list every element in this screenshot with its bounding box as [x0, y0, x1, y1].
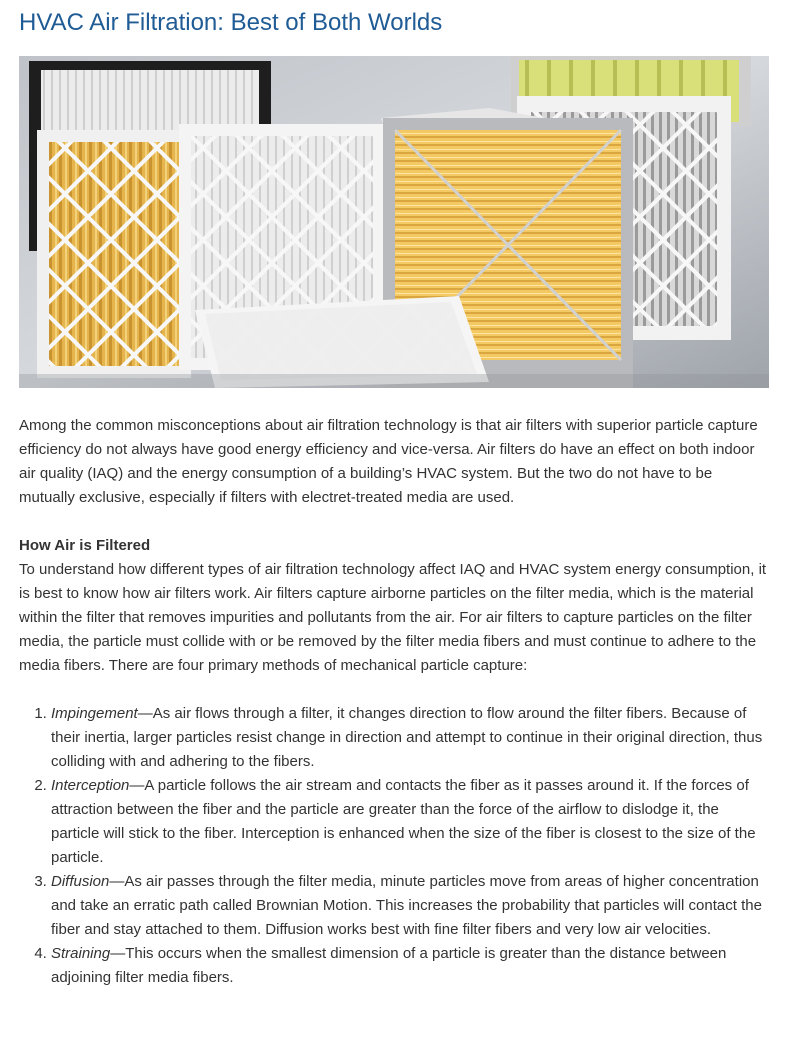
section-heading: How Air is Filtered [19, 537, 151, 554]
intro-paragraph: Among the common misconceptions about air filtration technology is that air filters with superior particle capture efficiency do not always have good energy efficiency and vice-versa. Air filters do have an effect on both indoor air quality (IAQ) and the energy consumption of a building’s HVAC system. But the two do not have to be mutually exclusive, especially if filters with electret-treated media are used. [19, 417, 758, 506]
page-title: HVAC Air Filtration: Best of Both Worlds [19, 9, 443, 36]
method-term: Diffusion [51, 873, 110, 890]
method-term: Straining [51, 945, 111, 962]
yellow-pleat-filter [37, 130, 191, 378]
list-item [51, 774, 771, 870]
capture-methods-list [19, 702, 771, 990]
section-paragraph: To understand how different types of air filtration technology affect IAQ and HVAC system energy consumption, it is best to know how air filters work. Air filters capture airborne particles on the filter media, which is the material within the filter that removes impurities and pollutants from the air. For air filters to capture particles on the filter media, the particle must collide with or be removed by the filter media fibers and must continue to adhere to the media fibers. There are four primary methods of mechanical particle capture: [19, 561, 767, 674]
method-text: —As air passes through the filter media, minute particles move from areas of higher concentration and take an erratic path called Brownian Motion. This increases the probability that particles will contact the fiber and stay attached to them. Diffusion works best with fine filter fibers and very low air velocities. [51, 873, 762, 938]
list-item [51, 870, 771, 942]
air-filters-photo [19, 56, 769, 388]
method-text: —A particle follows the air stream and contacts the fiber as it passes around it. If the forces of attraction between the fiber and the particle are greater than the force of the airflow to dislodge it, the particle will stick to the fiber. Interception is enhanced when the size of the fiber is closest to the size of the particle. [51, 777, 756, 866]
list-item [51, 942, 771, 990]
method-text: —As air flows through a filter, it changes direction to flow around the filter fibers. Because of their inertia, larger particles resist change in direction and attempt to continue in their original direction, thus colliding with and adhering to the fibers. [51, 705, 763, 770]
list-item [51, 702, 771, 774]
method-term: Interception [51, 777, 130, 794]
method-text: —This occurs when the smallest dimension of a particle is greater than the distance between adjoining filter media fibers. [51, 945, 727, 986]
article-body [19, 414, 771, 990]
method-term: Impingement [51, 705, 138, 722]
